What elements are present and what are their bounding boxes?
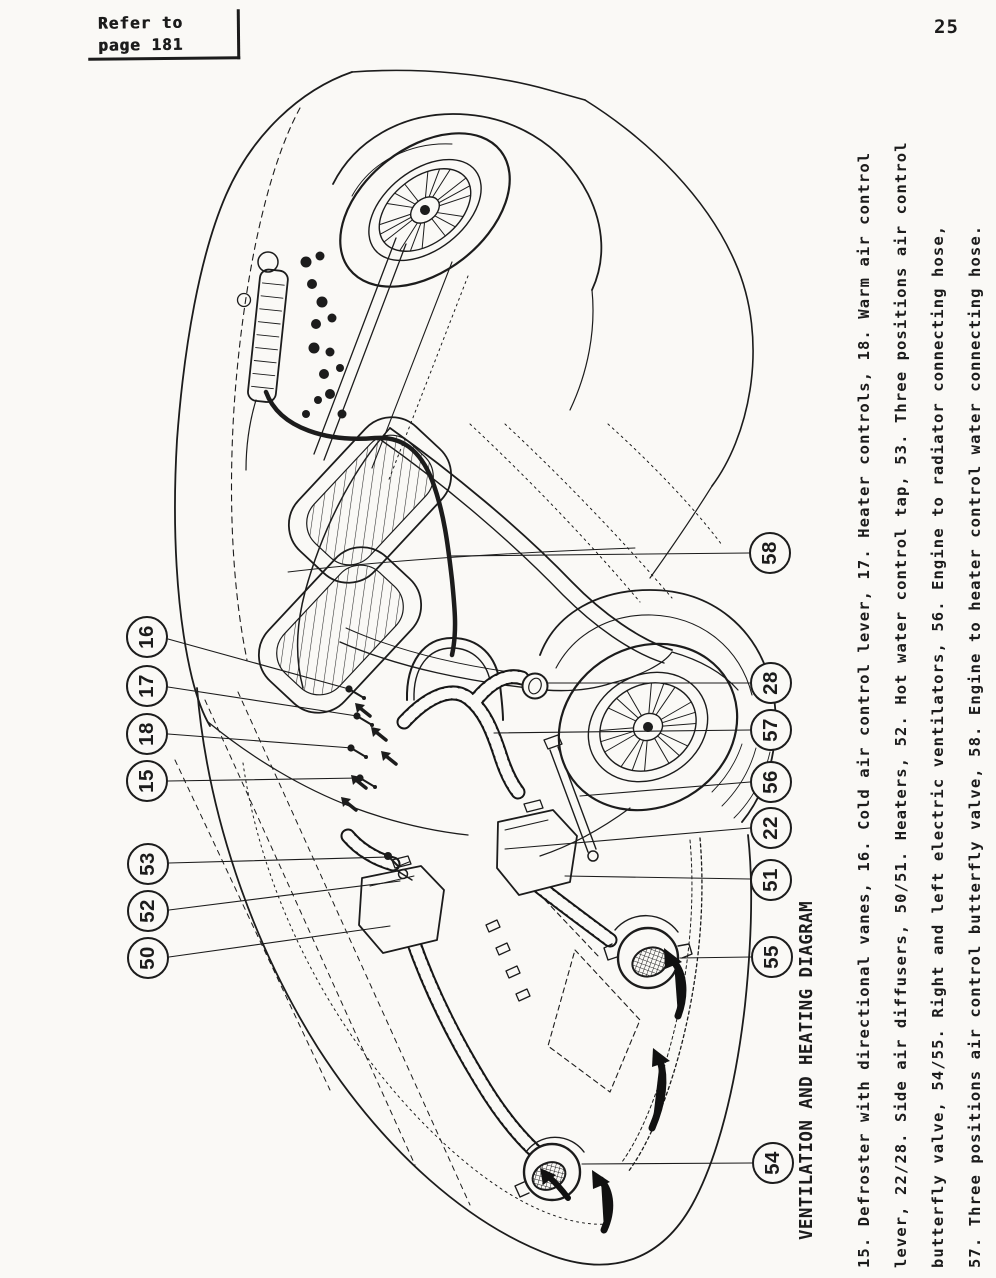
caption-line-4: 57. Three positions air control butterfly valve, 58. Engine to heater control water connecting hose. <box>966 224 984 1268</box>
refer-stamp-line2: page 181 <box>98 34 184 55</box>
page-number: 25 <box>934 16 959 38</box>
figure-title: VENTILATION AND HEATING DIAGRAM <box>797 900 817 1240</box>
callout-50: 50 <box>127 937 169 979</box>
dashboard-levers <box>345 685 377 789</box>
engine <box>238 238 469 482</box>
refer-stamp-line1: Refer to <box>97 12 184 33</box>
carburetors <box>301 252 347 419</box>
front-wheel <box>311 102 601 410</box>
callout-54: 54 <box>752 1142 794 1184</box>
callout-51: 51 <box>750 859 792 901</box>
caption-line-3: butterfly valve, 54/55. Right and left electric ventilators, 56. Engine to radiator connecting hose, <box>929 224 947 1268</box>
callout-55: 55 <box>751 936 793 978</box>
callout-57: 57 <box>750 709 792 751</box>
caption-line-1: 15. Defroster with directional vanes, 16. Cold air control lever, 17. Heater controls, 18. Warm air control <box>855 151 873 1268</box>
callout-16: 16 <box>126 616 168 658</box>
callout-15: 15 <box>126 760 168 802</box>
callout-58: 58 <box>749 532 791 574</box>
caption-line-2: lever, 22/28. Side air diffusers, 50/51. Heaters, 52. Hot water control tap, 53. Three positions air control <box>892 141 910 1268</box>
callout-17: 17 <box>126 665 168 707</box>
callout-22: 22 <box>750 807 792 849</box>
callout-52: 52 <box>127 890 169 932</box>
rear-wheel <box>528 590 775 842</box>
heater-right <box>497 800 577 895</box>
airflow-arrows <box>540 948 683 1230</box>
vent-slots <box>486 920 530 1001</box>
callout-28: 28 <box>750 662 792 704</box>
callout-53: 53 <box>127 843 169 885</box>
defroster-arrows <box>341 703 396 810</box>
windshield-frame <box>208 424 722 835</box>
side-air-diffuser <box>523 674 548 699</box>
callout-56: 56 <box>750 761 792 803</box>
callout-18: 18 <box>126 713 168 755</box>
